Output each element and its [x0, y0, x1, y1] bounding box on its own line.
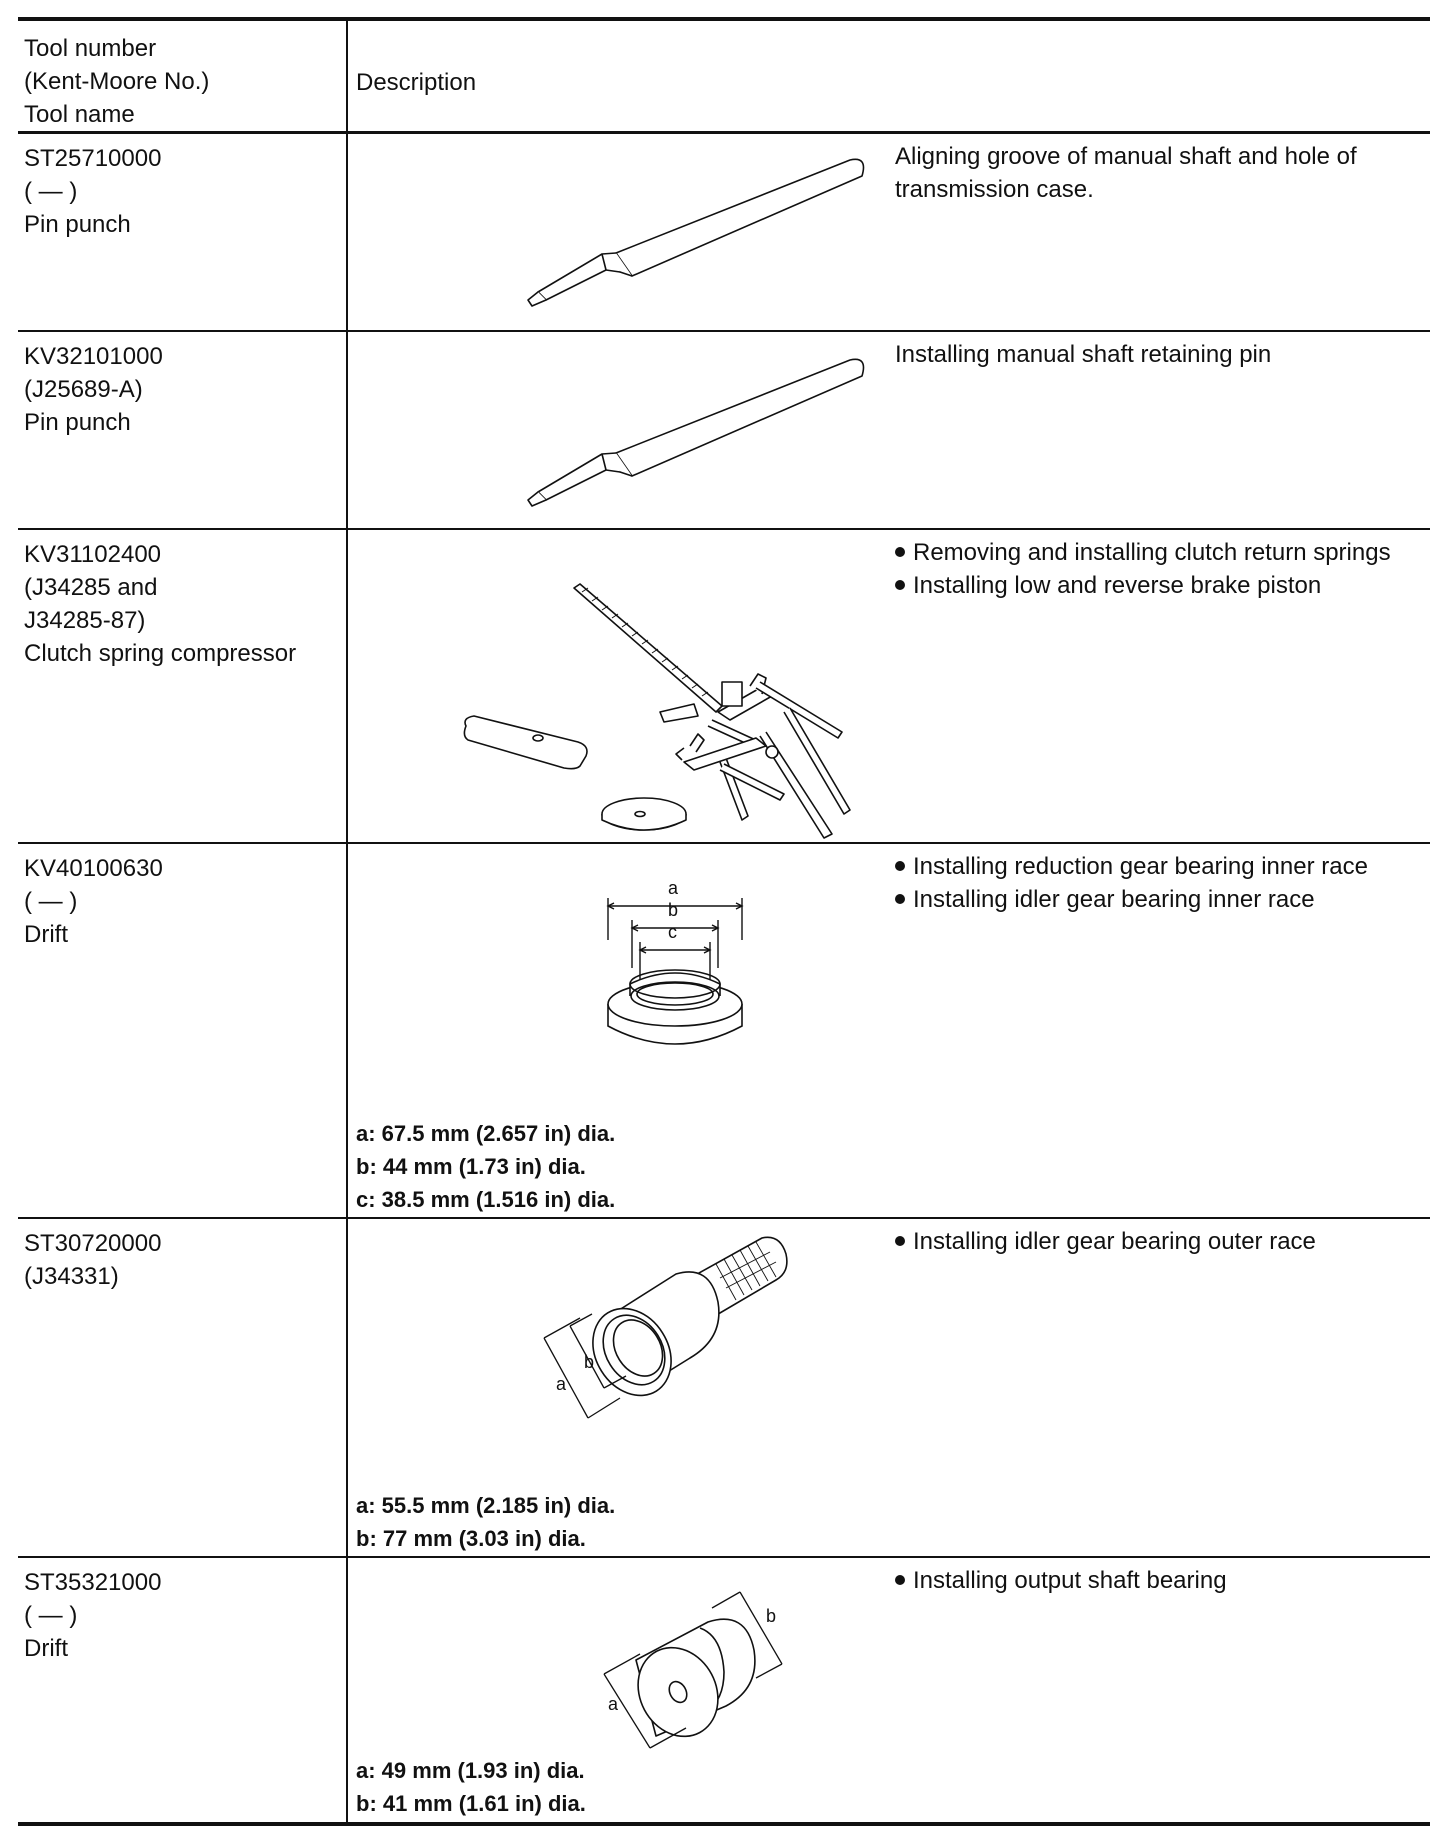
row-divider — [18, 528, 1430, 530]
description-bullet: Installing idler gear bearing inner race — [895, 883, 1368, 916]
description — [895, 1225, 1316, 1258]
kent-moore-number: ( — ) — [24, 178, 78, 205]
bullet-icon — [895, 1236, 905, 1246]
row-divider — [18, 1556, 1430, 1558]
dimension-label-a: a — [556, 1374, 567, 1394]
dimension-text: b: 77 mm (3.03 in) dia. — [356, 1526, 586, 1551]
description-bullet: Installing idler gear bearing outer race — [895, 1225, 1316, 1258]
description-bullet: Removing and installing clutch return springs — [895, 536, 1391, 569]
clutch-spring-compressor-illustration — [460, 570, 860, 840]
tool-number: ST30720000 — [24, 1230, 162, 1257]
tool-name: Drift — [24, 921, 68, 948]
tool-name: Pin punch — [24, 409, 131, 436]
dimension-label-b: b — [766, 1606, 777, 1626]
description-bullet: Installing reduction gear bearing inner race — [895, 850, 1368, 883]
header-tool-number: Tool number — [24, 35, 157, 62]
dimension-text: c: 38.5 mm (1.516 in) dia. — [356, 1187, 616, 1212]
dimension-text: b: 41 mm (1.61 in) dia. — [356, 1791, 586, 1816]
bullet-icon — [895, 547, 905, 557]
tool-number: ST25710000 — [24, 145, 162, 172]
bullet-icon — [895, 861, 905, 871]
row-divider — [18, 1217, 1430, 1219]
description — [895, 1564, 1227, 1597]
dimension-label-a: a — [608, 1694, 619, 1714]
dimension-label-b: b — [584, 1352, 595, 1372]
dimension-label-b: b — [668, 900, 679, 920]
drift-with-handle-illustration — [540, 1228, 800, 1428]
description — [895, 140, 1357, 206]
bullet-icon — [895, 580, 905, 590]
pin-punch-illustration — [520, 350, 880, 520]
tool-number: KV32101000 — [24, 343, 163, 370]
header-description: Description — [356, 69, 477, 96]
kent-moore-number: ( — ) — [24, 1602, 78, 1629]
kent-moore-number: ( — ) — [24, 888, 78, 915]
dimension-text: a: 67.5 mm (2.657 in) dia. — [356, 1121, 616, 1146]
header-bottom-rule — [18, 131, 1430, 134]
column-divider — [346, 21, 348, 1822]
dimension-label-c: c — [668, 922, 677, 942]
bullet-icon — [895, 894, 905, 904]
kent-moore-number: (J34285 and — [24, 574, 158, 601]
kent-moore-number: (J34331) — [24, 1263, 119, 1290]
description-line: transmission case. — [895, 176, 1094, 203]
row-divider — [18, 842, 1430, 844]
tool-number: KV31102400 — [24, 541, 162, 568]
row-divider — [18, 330, 1430, 332]
tool-name: Pin punch — [24, 211, 131, 238]
description — [895, 338, 1271, 371]
tool-number: ST35321000 — [24, 1569, 162, 1596]
tool-number: KV40100630 — [24, 855, 163, 882]
pin-punch-illustration — [520, 150, 880, 320]
dimension-label-a: a — [668, 878, 679, 898]
bullet-icon — [895, 1575, 905, 1585]
tool-name: Drift — [24, 1635, 68, 1662]
dimension-text: a: 49 mm (1.93 in) dia. — [356, 1758, 585, 1783]
description — [895, 850, 1368, 916]
table-top-rule — [18, 17, 1430, 21]
header-tool-name: Tool name — [24, 101, 135, 128]
header-kent-moore: (Kent-Moore No.) — [24, 68, 210, 95]
tool-name: Clutch spring compressor — [24, 640, 297, 667]
description-line: Aligning groove of manual shaft and hole of — [895, 143, 1357, 170]
kent-moore-number-continued: J34285-87) — [24, 607, 146, 634]
description — [895, 536, 1391, 602]
kent-moore-number: (J25689-A) — [24, 376, 143, 403]
description-bullet: Installing output shaft bearing — [895, 1564, 1227, 1597]
description-bullet: Installing low and reverse brake piston — [895, 569, 1391, 602]
dimension-text: b: 44 mm (1.73 in) dia. — [356, 1154, 586, 1179]
description-line: Installing manual shaft retaining pin — [895, 341, 1272, 368]
table-bottom-rule — [18, 1822, 1430, 1826]
dimension-text: a: 55.5 mm (2.185 in) dia. — [356, 1493, 616, 1518]
drift-illustration — [596, 1576, 796, 1756]
